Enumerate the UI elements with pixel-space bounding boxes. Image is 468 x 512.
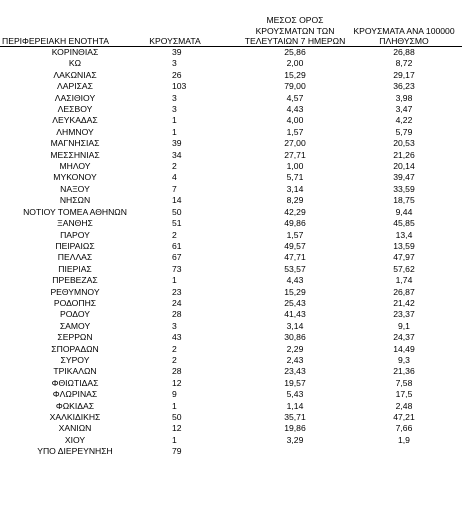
table-row xyxy=(0,172,462,183)
cell-rate: 5,79 xyxy=(395,126,413,137)
cell-seven-day-average: 1,57 xyxy=(286,126,304,137)
table-row xyxy=(0,366,462,377)
header-rate-per-100000 xyxy=(346,0,462,47)
table-row xyxy=(0,161,462,172)
cell-region: ΚΟΡΙΝΘΙΑΣ xyxy=(51,47,99,57)
cell-seven-day-average: 79,00 xyxy=(284,81,306,92)
cell-region: ΝΑΞΟΥ xyxy=(60,183,90,194)
cell-rate: 24,37 xyxy=(393,332,415,343)
cell-cases: 67 xyxy=(172,252,182,263)
cell-region: ΛΑΣΙΘΙΟΥ xyxy=(54,92,96,103)
table-row xyxy=(0,207,462,218)
cell-seven-day-average: 1,14 xyxy=(286,400,304,411)
cell-seven-day-average: 47,71 xyxy=(284,252,306,263)
cell-seven-day-average: 19,86 xyxy=(284,423,306,434)
cell-cases: 51 xyxy=(172,218,182,229)
cell-region: ΜΑΓΝΗΣΙΑΣ xyxy=(50,138,100,149)
cell-rate: 9,44 xyxy=(395,206,413,217)
cell-seven-day-average: 49,57 xyxy=(284,240,306,251)
table-row xyxy=(0,150,462,161)
cell-cases: 12 xyxy=(172,377,182,388)
cell-rate: 13,4 xyxy=(395,229,413,240)
table-row xyxy=(0,332,462,343)
cell-cases: 3 xyxy=(172,92,177,103)
cell-region: ΠΕΛΛΑΣ xyxy=(57,252,93,263)
cell-cases: 2 xyxy=(172,229,177,240)
cell-seven-day-average: 3,14 xyxy=(286,320,304,331)
cell-rate: 47,21 xyxy=(393,412,415,422)
cell-cases: 12 xyxy=(172,423,182,434)
cell-rate: 26,88 xyxy=(393,47,415,57)
header-cases xyxy=(140,0,210,47)
header-cases-label: ΚΡΟΥΣΜΑΤΑ xyxy=(149,36,201,47)
cell-seven-day-average: 15,29 xyxy=(284,286,306,297)
cell-region: ΡΟΔΟΠΗΣ xyxy=(53,297,97,308)
cell-cases: 34 xyxy=(172,149,182,160)
header-rate-line: ΠΛΗΘΥΣΜΟ xyxy=(379,36,429,47)
table-row xyxy=(0,412,462,423)
header-avg-line: ΤΕΛΕΥΤΑΙΩΝ 7 ΗΜΕΡΩΝ xyxy=(244,36,346,47)
cell-region: ΜΕΣΣΗΝΙΑΣ xyxy=(50,149,100,160)
cell-rate: 3,47 xyxy=(395,104,413,115)
cell-seven-day-average: 5,43 xyxy=(286,389,304,400)
cell-rate: 47,97 xyxy=(393,252,415,263)
cell-region: ΜΗΛΟΥ xyxy=(59,161,91,172)
cell-cases: 1 xyxy=(172,115,177,126)
cell-cases: 2 xyxy=(172,161,177,172)
cell-region: ΛΕΥΚΑΔΑΣ xyxy=(52,115,98,126)
cell-rate: 23,37 xyxy=(393,309,415,320)
cell-seven-day-average: 4,43 xyxy=(286,275,304,286)
cell-seven-day-average: 25,43 xyxy=(284,297,306,308)
table-row xyxy=(0,218,462,229)
cell-cases: 3 xyxy=(172,320,177,331)
table-row xyxy=(0,93,462,104)
cell-cases: 79 xyxy=(172,446,182,457)
cell-seven-day-average: 5,71 xyxy=(286,172,304,183)
table-row xyxy=(0,195,462,206)
cell-rate: 36,23 xyxy=(393,81,415,92)
table-row xyxy=(0,81,462,92)
cell-cases: 28 xyxy=(172,309,182,320)
cell-cases: 39 xyxy=(172,138,182,149)
cell-seven-day-average: 19,57 xyxy=(284,377,306,388)
cell-region: ΣΠΟΡΑΔΩΝ xyxy=(51,343,99,354)
cell-rate: 21,26 xyxy=(393,149,415,160)
cell-rate: 7,58 xyxy=(395,377,413,388)
cell-region: ΝΗΣΩΝ xyxy=(59,195,91,206)
cell-region: ΠΡΕΒΕΖΑΣ xyxy=(52,275,98,286)
cell-rate: 14,49 xyxy=(393,343,415,354)
cell-cases: 1 xyxy=(172,275,177,286)
table-row xyxy=(0,264,462,275)
table-row xyxy=(0,423,462,434)
cell-cases: 9 xyxy=(172,389,177,400)
table-row xyxy=(0,70,462,81)
header-region xyxy=(2,0,152,47)
cell-region: ΜΥΚΟΝΟΥ xyxy=(53,172,97,183)
header-seven-day-average xyxy=(232,0,358,47)
cell-region: ΦΛΩΡΙΝΑΣ xyxy=(52,389,98,400)
table-row xyxy=(0,127,462,138)
cell-cases: 39 xyxy=(172,47,182,57)
table-row xyxy=(0,252,462,263)
cell-rate: 1,9 xyxy=(398,434,410,445)
cell-seven-day-average: 35,71 xyxy=(284,412,306,422)
cell-seven-day-average: 1,57 xyxy=(286,229,304,240)
cell-seven-day-average: 3,29 xyxy=(286,434,304,445)
cell-seven-day-average: 3,14 xyxy=(286,183,304,194)
cell-region: ΞΑΝΘΗΣ xyxy=(57,218,93,229)
cell-region: ΛΕΣΒΟΥ xyxy=(57,104,93,115)
cell-rate: 2,48 xyxy=(395,400,413,411)
table-row xyxy=(0,115,462,126)
cell-seven-day-average: 30,86 xyxy=(284,332,306,343)
cell-seven-day-average: 4,57 xyxy=(286,92,304,103)
cell-rate: 26,87 xyxy=(393,286,415,297)
cell-seven-day-average: 4,00 xyxy=(286,115,304,126)
cell-rate: 21,36 xyxy=(393,366,415,377)
cell-rate: 17,5 xyxy=(395,389,413,400)
table-row xyxy=(0,309,462,320)
cell-cases: 1 xyxy=(172,434,177,445)
cell-cases: 7 xyxy=(172,183,177,194)
cell-rate: 3,98 xyxy=(395,92,413,103)
cell-rate: 18,75 xyxy=(393,195,415,206)
cell-region: ΛΑΡΙΣΑΣ xyxy=(57,81,93,92)
cell-rate: 45,85 xyxy=(393,218,415,229)
cell-cases: 73 xyxy=(172,263,182,274)
cell-rate: 20,14 xyxy=(393,161,415,172)
cell-rate: 1,74 xyxy=(395,275,413,286)
cell-cases: 2 xyxy=(172,343,177,354)
cell-rate: 9,3 xyxy=(398,354,410,365)
table-row xyxy=(0,58,462,69)
table-row xyxy=(0,275,462,286)
cell-region: ΠΕΙΡΑΙΩΣ xyxy=(55,240,95,251)
header-avg-line: ΜΕΣΟΣ ΟΡΟΣ xyxy=(266,15,324,26)
cell-region: ΦΩΚΙΔΑΣ xyxy=(55,400,95,411)
cell-cases: 3 xyxy=(172,58,177,69)
cell-rate: 13,59 xyxy=(393,240,415,251)
table-row xyxy=(0,344,462,355)
cell-rate: 21,42 xyxy=(393,297,415,308)
table-row xyxy=(0,138,462,149)
cell-rate: 9,1 xyxy=(398,320,410,331)
cell-seven-day-average: 8,29 xyxy=(286,195,304,206)
cell-cases: 1 xyxy=(172,126,177,137)
cell-seven-day-average: 15,29 xyxy=(284,69,306,80)
table-row xyxy=(0,435,462,446)
cell-region: ΝΟΤΙΟΥ ΤΟΜΕΑ ΑΘΗΝΩΝ xyxy=(23,206,127,217)
cell-cases: 23 xyxy=(172,286,182,297)
cell-region: ΡΕΘΥΜΝΟΥ xyxy=(50,286,100,297)
table-row xyxy=(0,389,462,400)
table-row xyxy=(0,378,462,389)
cell-region: ΣΑΜΟΥ xyxy=(59,320,91,331)
cell-rate: 7,66 xyxy=(395,423,413,434)
header-rate-line: ΚΡΟΥΣΜΑΤΑ ΑΝΑ 100000 xyxy=(353,25,455,36)
cell-rate: 4,22 xyxy=(395,115,413,126)
cell-region: ΣΥΡΟΥ xyxy=(60,354,90,365)
cell-rate: 57,62 xyxy=(393,263,415,274)
cell-seven-day-average: 42,29 xyxy=(284,206,306,217)
cell-seven-day-average: 2,00 xyxy=(286,58,304,69)
cell-region: ΠΙΕΡΙΑΣ xyxy=(58,263,92,274)
table-body xyxy=(0,47,462,458)
cell-region: ΦΘΙΩΤΙΔΑΣ xyxy=(51,377,99,388)
cell-cases: 4 xyxy=(172,172,177,183)
cell-region: ΣΕΡΡΩΝ xyxy=(57,332,93,343)
header-region-label: ΠΕΡΙΦΕΡΕΙΑΚΗ ΕΝΟΤΗΤΑ xyxy=(2,36,109,47)
cell-seven-day-average: 1,00 xyxy=(286,161,304,172)
cell-rate: 8,72 xyxy=(395,58,413,69)
table-row xyxy=(0,287,462,298)
table-row xyxy=(0,47,462,58)
cell-cases: 43 xyxy=(172,332,182,343)
cell-region: ΧΑΝΙΩΝ xyxy=(58,423,92,434)
cell-region: ΛΑΚΩΝΙΑΣ xyxy=(53,69,97,80)
cell-cases: 103 xyxy=(172,81,187,92)
cell-cases: 61 xyxy=(172,240,182,251)
cell-seven-day-average: 49,86 xyxy=(284,218,306,229)
cell-cases: 50 xyxy=(172,206,182,217)
cell-region: ΤΡΙΚΑΛΩΝ xyxy=(53,366,97,377)
table-row xyxy=(0,355,462,366)
cell-cases: 3 xyxy=(172,104,177,115)
cell-region: ΚΩ xyxy=(68,58,82,69)
cell-cases: 28 xyxy=(172,366,182,377)
cell-cases: 1 xyxy=(172,400,177,411)
cell-region: ΧΙΟΥ xyxy=(64,434,86,445)
cell-cases: 50 xyxy=(172,412,182,422)
cell-region: ΥΠΟ ΔΙΕΡΕΥΝΗΣΗ xyxy=(37,446,113,457)
cell-cases: 26 xyxy=(172,69,182,80)
table-row xyxy=(0,104,462,115)
table-row xyxy=(0,230,462,241)
cell-region: ΠΑΡΟΥ xyxy=(60,229,90,240)
table-row xyxy=(0,446,462,457)
cell-seven-day-average: 2,43 xyxy=(286,354,304,365)
table-row xyxy=(0,401,462,412)
table-row xyxy=(0,321,462,332)
cell-seven-day-average: 2,29 xyxy=(286,343,304,354)
cell-region: ΡΟΔΟΥ xyxy=(60,309,90,320)
cell-cases: 24 xyxy=(172,297,182,308)
cell-rate: 39,47 xyxy=(393,172,415,183)
cell-cases: 14 xyxy=(172,195,182,206)
cell-region: ΛΗΜΝΟΥ xyxy=(56,126,94,137)
cell-rate: 29,17 xyxy=(393,69,415,80)
cell-seven-day-average: 53,57 xyxy=(284,263,306,274)
cell-seven-day-average: 41,43 xyxy=(284,309,306,320)
header-avg-line: ΚΡΟΥΣΜΑΤΩΝ ΤΩΝ xyxy=(255,25,335,36)
cell-rate: 20,53 xyxy=(393,138,415,149)
cell-cases: 2 xyxy=(172,354,177,365)
cell-rate: 33,59 xyxy=(393,183,415,194)
table-row xyxy=(0,298,462,309)
table-row xyxy=(0,184,462,195)
cell-seven-day-average: 4,43 xyxy=(286,104,304,115)
cell-seven-day-average: 27,71 xyxy=(284,149,306,160)
cell-seven-day-average: 25,86 xyxy=(284,47,306,57)
cell-seven-day-average: 27,00 xyxy=(284,138,306,149)
cell-seven-day-average: 23,43 xyxy=(284,366,306,377)
table-row xyxy=(0,241,462,252)
cell-region: ΧΑΛΚΙΔΙΚΗΣ xyxy=(49,412,101,422)
